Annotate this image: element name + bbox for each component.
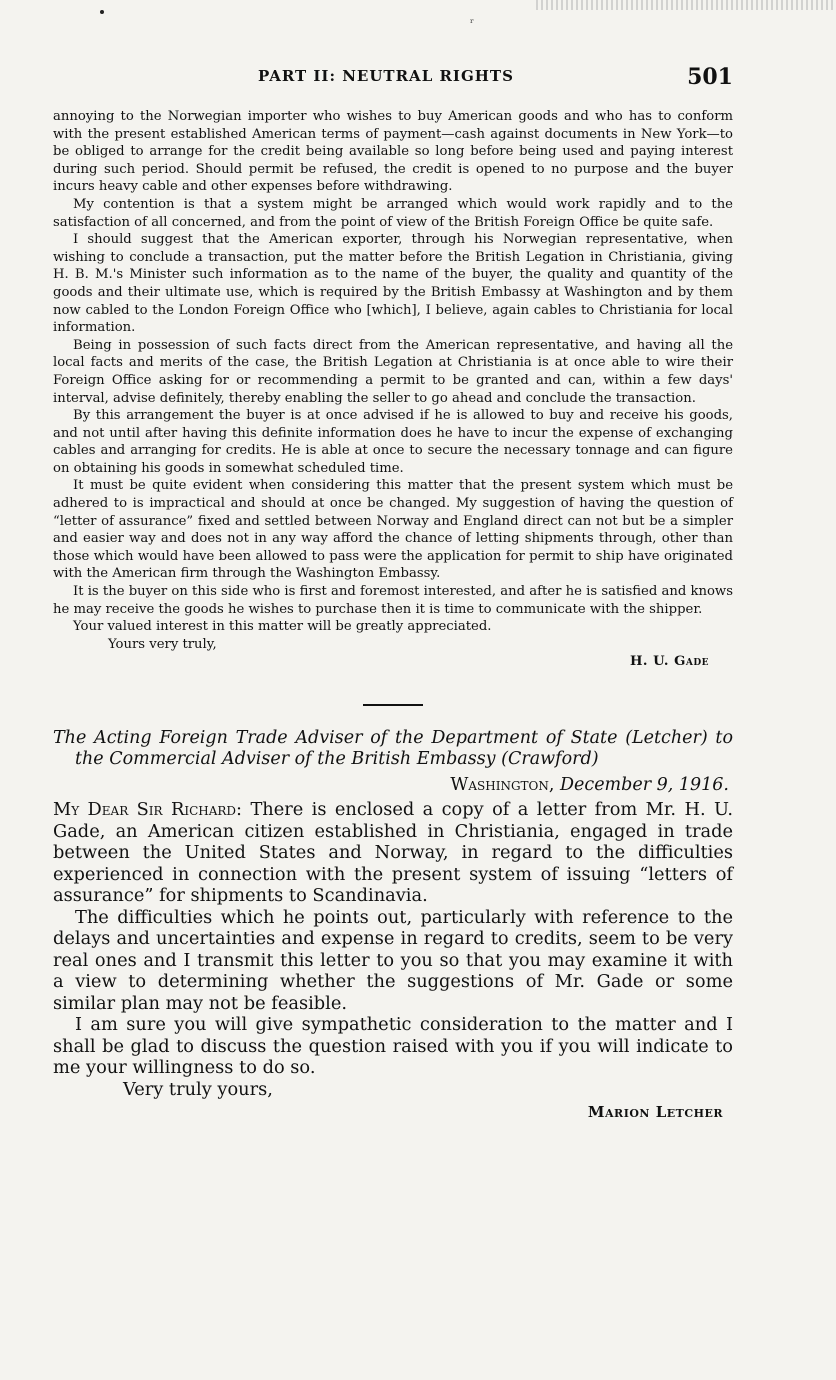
salutation: My Dear Sir Richard: <box>53 799 243 821</box>
dateline-date: December 9, 1916. <box>560 775 729 796</box>
page-header <box>53 64 733 92</box>
page-number: 501 <box>687 64 733 90</box>
scan-mark: ʳ <box>470 16 475 30</box>
paragraph: Being in possession of such facts direct from the American representative, and having all the local facts and merits of the case, the British Legation at Christiania is at once able to wire their Foreign Office asking for or recommending a permit to be granted and can, within a few days' interval, advise definitely, thereby enabling the seller to go ahead and conclude the transaction. <box>53 337 733 406</box>
gade-letter-body <box>53 108 733 636</box>
letcher-signature: Marion Letcher <box>587 1102 723 1121</box>
dateline-place: Washington, <box>450 775 555 796</box>
paragraph: It is the buyer on this side who is first and foremost interested, and after he is satisfied and knows he may receive the goods he wishes to purchase then it is time to communicate with the shipper. <box>53 584 733 617</box>
scan-speck <box>100 10 104 14</box>
gade-signature: H. U. Gade <box>629 654 709 670</box>
paragraph: I should suggest that the American exporter, through his Norwegian representative, when wishing to conclude a transaction, put the matter before the British Legation in Christiania, giving H. B. M.'s Minister such information as to the name of the buyer, the quality and quantity of the goods and their ultimate use, which is required by the British Embassy at Washington and by them now cabled to the London Foreign Office who [which], I believe, again cables to Christiania for local information. <box>53 232 733 336</box>
document-title: The Acting Foreign Trade Adviser of the Department of State (Letcher) to the Commercial Adviser of the British Embassy (Crawford) <box>53 728 733 770</box>
letcher-closing: Very truly yours, <box>123 1078 273 1100</box>
section-divider <box>363 704 423 706</box>
paragraph: annoying to the Norwegian importer who wishes to buy American goods and who has to conform with the present established American terms of payment—cash against documents in New York—to be obliged to arrange for the credit being available so long before being used and paying interest during such period. Should permit be refused, the credit is opened to no purpose and the buyer incurs heavy cable and other expenses before withdrawing. <box>53 109 733 195</box>
page <box>53 64 733 1123</box>
paragraph <box>53 799 733 907</box>
paragraph: It must be quite evident when considering this matter that the present system which must be adhered to is impractical and should at once be changed. My suggestion of having the question of “letter of assurance” fixed and settled between Norway and England direct can not but be a simpler and easier way and does not in any way afford the chance of letting shipments through, other than those which would have been allowed to pass were the application for permit to ship have originated with the American firm through the Washington Embassy. <box>53 478 733 582</box>
paragraph: I am sure you will give sympathetic consideration to the matter and I shall be glad to discuss the question raised with you if you will indicate to me your willingness to do so. <box>53 1014 733 1079</box>
gade-closing: Yours very truly, <box>108 636 217 652</box>
paragraph: Your valued interest in this matter will be greatly appreciated. <box>73 619 492 635</box>
running-head: PART II: NEUTRAL RIGHTS <box>258 67 514 85</box>
paragraph: By this arrangement the buyer is at once advised if he is allowed to buy and receive his goods, and not until after having this definite information does he have to incur the expense of exchanging cables and arranging for credits. He is able at once to secure the necessary tonnage and can figure on obtaining his goods in somewhat scheduled time. <box>53 408 733 476</box>
paragraph: My contention is that a system might be arranged which would work rapidly and to the satisfaction of all concerned, and from the point of view of the British Foreign Office be quite safe. <box>53 196 733 230</box>
scan-edge-noise <box>536 0 836 10</box>
dateline <box>53 773 733 797</box>
letcher-letter-body <box>53 799 733 1079</box>
paragraph: The difficulties which he points out, particularly with reference to the delays and uncertainties and expense in regard to credits, seem to be very real ones and I transmit this letter to you so that you may examine it with a view to determining whether the suggestions of Mr. Gade or some similar plan may not be feasible. <box>53 906 733 1014</box>
paragraph-text: There is enclosed a copy of a letter from Mr. H. U. Gade, an American citizen established in Christiania, engaged in trade between the United States and Norway, in regard to the difficulties experienced in connection with the present system of issuing “letters of assurance” for shipments to Scandinavia. <box>53 799 733 907</box>
